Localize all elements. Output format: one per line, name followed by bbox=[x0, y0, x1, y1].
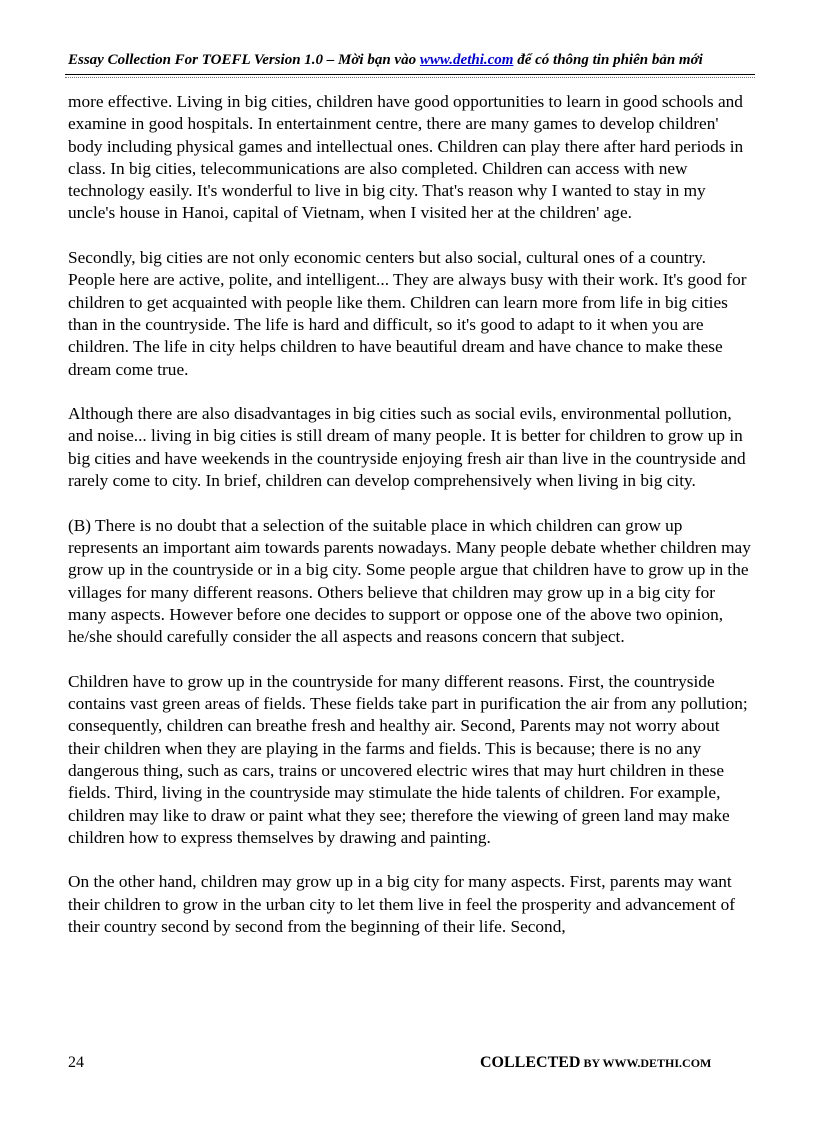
running-header bbox=[68, 52, 752, 69]
paragraph: more effective. Living in big cities, children have good opportunities to learn in good schools and examine in good hospitals. In entertainment centre, there are many games to develop children' body including physical games and intellectual ones. Children can play there after hard periods in class. In big cities, telecommunications are also completed. Children can access with new technology easily. It's wonderful to live in big city. That's reason why I wanted to stay in my uncle's house in Hanoi, capital of Vietnam, when I visited her at the children' age. bbox=[68, 92, 744, 223]
footer-collected-label: COLLECTED bbox=[480, 1054, 581, 1071]
header-title: Essay Collection For TOEFL Version 1.0 – Mời bạn vào bbox=[68, 52, 420, 68]
footer-by: BY bbox=[580, 1056, 603, 1070]
footer-collected bbox=[480, 1054, 711, 1072]
paragraph: (B) There is no doubt that a selection of the suitable place in which children can grow up represents an important aim towards parents nowadays. Many people debate whether children may grow up in the countryside or in a big city. Some people argue that children have to grow up in the villages for many different reasons. Others believe that children may grow up in a big city for many aspects. However before one decides to support or oppose one of the above two opinion, he/she should carefully consider the all aspects and reasons concern that subject. bbox=[68, 515, 751, 647]
body-text bbox=[68, 91, 754, 961]
paragraph: Although there are also disadvantages in big cities such as social evils, environmental pollution, and noise... living in big cities is still dream of many people. It is better for children to grow up in big cities and have weekends in the countryside enjoying fresh air than live in the countryside and rarely come to city. In brief, children can develop comprehensively when living in big city. bbox=[68, 404, 746, 491]
paragraph: Secondly, big cities are not only economic centers but also social, cultural ones of a country. People here are active, polite, and intelligent... They are always busy with their work. It's good for children to get acquainted with people like them. Children can learn more from life in big cities than in the countryside. The life is hard and difficult, so it's good to adapt to it when you are children. The life in city helps children to have beautiful dream and have chance to make these dream come true. bbox=[68, 248, 747, 379]
footer-site: WWW.DETHI.COM bbox=[602, 1056, 712, 1070]
paragraph: Children have to grow up in the countryside for many different reasons. First, the countryside contains vast green areas of fields. These fields take part in purification the air from any pollution; consequently, children can breathe fresh and healthy air. Second, Parents may not worry about their children when they are playing in the farms and fields. This is because; there is no any dangerous thing, such as cars, trains or uncovered electric wires that may hurt children in these fields. Third, living in the countryside may stimulate the hide talents of children. For example, children may like to draw or paint what they see; therefore the viewing of green land may make children how to express themselves by drawing and painting. bbox=[68, 671, 748, 847]
header-link[interactable]: www.dethi.com bbox=[419, 52, 514, 68]
header-rule bbox=[65, 74, 755, 75]
header-suffix: để có thông tin phiên bản mới bbox=[513, 52, 703, 68]
page-number: 24 bbox=[68, 1054, 84, 1071]
header-rule-dotted bbox=[65, 77, 755, 78]
paragraph: On the other hand, children may grow up in a big city for many aspects. First, parents may want their children to grow in the urban city to let them live in feel the prosperity and advancement of their country second by second from the beginning of their life. Second, bbox=[68, 872, 736, 936]
